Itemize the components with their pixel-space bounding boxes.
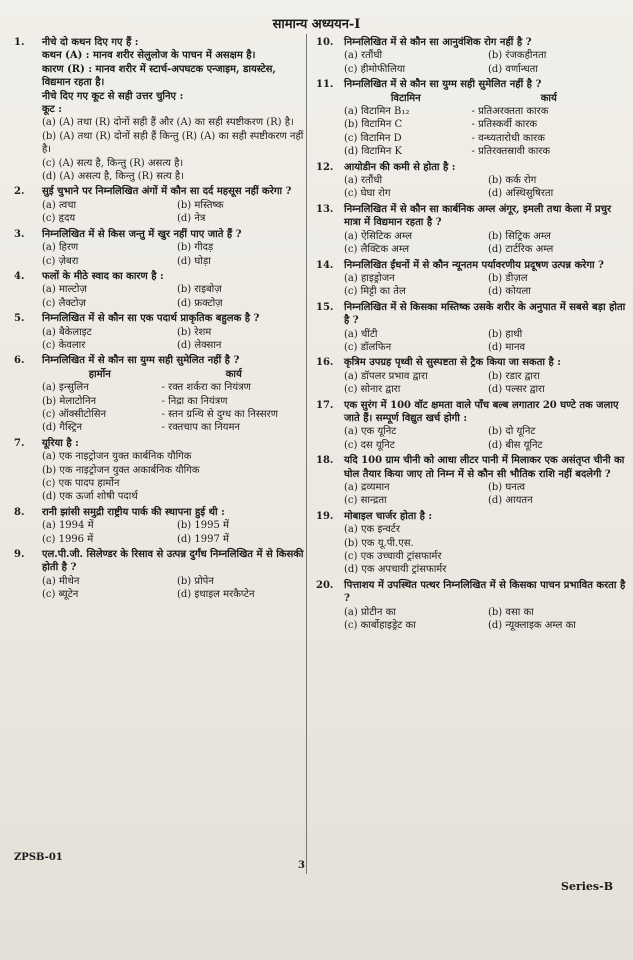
question-text: नीचे दिए गए कूट से सही उत्तर चुनिए : bbox=[42, 90, 184, 102]
question-body bbox=[42, 548, 306, 602]
options-grid bbox=[344, 174, 626, 201]
question-body bbox=[42, 312, 306, 352]
option: (a) हिरण bbox=[42, 242, 79, 254]
question-number: 19. bbox=[316, 510, 334, 522]
option: (c) मिट्टी का तेल bbox=[344, 286, 406, 298]
option: (d) न्यूक्लाइक अम्ल का bbox=[488, 620, 576, 632]
option: (d) (A) असत्य है, किन्तु (R) सत्य है। bbox=[42, 171, 185, 183]
question-body bbox=[344, 161, 626, 201]
options-grid bbox=[344, 425, 626, 452]
question-body bbox=[42, 36, 306, 183]
question-text: कूट : bbox=[42, 104, 62, 116]
question-body bbox=[344, 203, 626, 257]
question-item bbox=[312, 399, 626, 453]
left-column bbox=[10, 36, 306, 604]
options-list bbox=[344, 523, 626, 577]
question-item bbox=[312, 301, 626, 355]
question-body bbox=[344, 579, 626, 633]
question-number: 3. bbox=[14, 228, 25, 240]
question-number: 20. bbox=[316, 579, 334, 591]
question-number: 7. bbox=[14, 437, 25, 449]
question-text: एल.पी.जी. सिलेण्डर के रिसाव से उत्पन्न दुर्गंध निम्नलिखित में से किसकी होती है ? bbox=[42, 549, 304, 574]
question-number: 2. bbox=[14, 186, 25, 198]
option: (b) वसा का bbox=[488, 606, 534, 618]
match-value: - प्रतिरक्तस्रावी कारक bbox=[471, 146, 551, 158]
option: (a) एक नाइट्रोजन युक्त कार्बनिक यौगिक bbox=[42, 451, 192, 463]
option: (c) सान्द्रता bbox=[344, 495, 387, 507]
question-text: एक सुरंग में 100 वॉट क्षमता वाले पाँच बल्ब लगातार 20 घण्टे तक जलाए जाते हैं। सम्पूर्ण विद्युत खर्च होगी : bbox=[344, 399, 619, 424]
match-item: (b) मेलाटोनिन bbox=[42, 395, 97, 407]
options-grid bbox=[42, 241, 306, 268]
option: (c) घेघा रोग bbox=[344, 188, 391, 200]
question-number: 13. bbox=[316, 203, 334, 215]
option: (b) (A) तथा (R) दोनों सही हैं किन्तु (R) (A) का सही स्पष्टीकरण नहीं है। bbox=[42, 130, 304, 156]
question-item bbox=[10, 548, 306, 602]
option: (b) प्रोपेन bbox=[177, 575, 214, 587]
options-list bbox=[42, 450, 306, 504]
option: (b) राइबोज़ bbox=[177, 284, 222, 296]
question-item bbox=[10, 354, 306, 434]
match-table bbox=[42, 368, 306, 435]
option: (c) (A) सत्य है, किन्तु (R) असत्य है। bbox=[42, 157, 184, 169]
question-text: यदि 100 ग्राम चीनी को आधा लीटर पानी में मिलाकर एक असंतृप्त चीनी का घोल तैयार किया जाए तो निम्न में से कौन सी भौतिक राशि नहीं बदलेगी ? bbox=[344, 455, 625, 480]
question-text: निम्नलिखित में से कौन सा कार्बनिक अम्ल अंगूर, इमली तथा केला में प्रचुर मात्रा में विद्यमान रहता है ? bbox=[344, 203, 612, 229]
match-value: - वन्ध्यतारोधी कारक bbox=[471, 132, 545, 144]
option: (b) रडार द्वारा bbox=[488, 370, 540, 382]
question-text: कथन (A) : मानव शरीर सेलुलोज के पाचन में असक्षम है। bbox=[42, 50, 256, 62]
option: (d) घोड़ा bbox=[177, 255, 211, 267]
option: (c) हृदय bbox=[42, 213, 76, 225]
question-item bbox=[10, 312, 306, 352]
option: (a) डॉपलर प्रभाव द्वारा bbox=[344, 370, 428, 382]
question-body bbox=[344, 356, 626, 396]
option: (c) डॉलफिन bbox=[344, 341, 392, 353]
option: (c) दस यूनिट bbox=[344, 439, 395, 451]
option: (c) लैक्टोज़ bbox=[42, 297, 86, 309]
series-label: Series-B bbox=[561, 880, 613, 893]
question-item bbox=[312, 259, 626, 299]
match-value: - रक्त शर्करा का नियंत्रण bbox=[161, 382, 251, 394]
question-number: 5. bbox=[14, 313, 25, 325]
option: (c) केवलार bbox=[42, 339, 86, 351]
option: (d) एक अपचायी ट्रांसफार्मर bbox=[344, 564, 447, 576]
option: (a) एक यूनिट bbox=[344, 426, 397, 438]
option: (a) (A) तथा (R) दोनों सही हैं और (A) का सही स्पष्टीकरण (R) है। bbox=[42, 117, 294, 129]
page-number: 3 bbox=[298, 860, 305, 871]
options-grid bbox=[344, 370, 626, 397]
column-divider bbox=[306, 34, 307, 874]
option: (a) हाइड्रोजन bbox=[344, 272, 395, 284]
options-list bbox=[42, 116, 306, 183]
option: (a) बैकेलाइट bbox=[42, 326, 92, 338]
option: (d) वर्णान्धता bbox=[488, 63, 538, 75]
question-text: कृत्रिम उपग्रह पृथ्वी से सुस्पष्टता से ट्रैक किया जा सकता है : bbox=[344, 357, 561, 369]
option: (c) ब्यूटेन bbox=[42, 589, 79, 601]
options-grid bbox=[344, 328, 626, 355]
question-number: 4. bbox=[14, 270, 25, 282]
question-item bbox=[312, 78, 626, 158]
option: (a) द्रव्यमान bbox=[344, 482, 390, 493]
match-value: - प्रतिस्कर्वी कारक bbox=[471, 119, 538, 131]
option: (a) एक इन्वर्टर bbox=[344, 524, 400, 536]
option: (d) नेत्र bbox=[177, 213, 206, 225]
option: (a) 1994 में bbox=[42, 520, 94, 532]
option: (a) रतौंधी bbox=[344, 175, 383, 187]
option: (c) हीमोफीलिया bbox=[344, 63, 406, 75]
question-number: 18. bbox=[316, 455, 334, 467]
option: (b) कर्क रोग bbox=[488, 175, 537, 187]
options-grid bbox=[42, 519, 306, 546]
option: (b) मस्तिष्क bbox=[177, 199, 224, 211]
question-item bbox=[10, 228, 306, 268]
question-number: 10. bbox=[316, 37, 334, 48]
option: (a) चींटी bbox=[344, 328, 378, 340]
option: (b) एक यू.पी.एस. bbox=[344, 537, 414, 549]
match-value: - निद्रा का नियंत्रण bbox=[161, 395, 228, 407]
option: (c) सोनार द्वारा bbox=[344, 384, 401, 396]
options-grid bbox=[344, 49, 626, 76]
options-grid bbox=[42, 199, 306, 226]
option: (a) त्वचा bbox=[42, 199, 77, 211]
question-item bbox=[312, 579, 626, 633]
option: (a) माल्टोज़ bbox=[42, 284, 87, 296]
option: (b) एक नाइट्रोजन युक्त अकार्बनिक यौगिक bbox=[42, 464, 200, 476]
question-text: निम्नलिखित में से किसका मस्तिष्क उसके शरीर के अनुपात में सबसे बड़ा होता है ? bbox=[344, 301, 626, 327]
question-number: 17. bbox=[316, 399, 334, 411]
question-text: निम्नलिखित ईंधनों में से कौन न्यूनतम पर्यावरणीय प्रदूषण उत्पन्न करेगा ? bbox=[344, 259, 604, 271]
match-table bbox=[344, 92, 626, 159]
question-body bbox=[344, 36, 626, 76]
option: (d) 1997 में bbox=[177, 533, 229, 545]
question-number: 14. bbox=[316, 259, 334, 271]
option: (b) 1995 में bbox=[177, 520, 229, 532]
option: (b) घनत्व bbox=[488, 482, 526, 493]
question-text: फलों के मीठे स्वाद का कारण है : bbox=[42, 270, 164, 282]
question-item bbox=[312, 454, 626, 508]
question-body bbox=[344, 454, 626, 508]
match-item: (d) विटामिन K bbox=[344, 146, 402, 158]
option: (a) मीथेन bbox=[42, 575, 80, 587]
match-value: - प्रतिअरक्तता कारक bbox=[471, 106, 549, 118]
question-item bbox=[10, 185, 306, 225]
option: (c) लैक्टिक अम्ल bbox=[344, 244, 410, 256]
question-body bbox=[42, 185, 306, 225]
question-body bbox=[42, 354, 306, 434]
question-item bbox=[10, 270, 306, 310]
question-number: 8. bbox=[14, 506, 25, 518]
question-body bbox=[344, 78, 626, 158]
question-body bbox=[42, 506, 306, 546]
options-grid bbox=[344, 272, 626, 299]
option: (c) कार्बोहाइड्रेट का bbox=[344, 620, 416, 632]
question-text: मोबाइल चार्जर होता है : bbox=[344, 510, 433, 522]
paper-code: ZPSB-01 bbox=[14, 852, 63, 863]
option: (d) मानव bbox=[488, 341, 526, 353]
match-value: - स्तन ग्रन्थि से दुग्ध का निस्सरण bbox=[161, 408, 278, 420]
question-text: निम्नलिखित में से किस जन्तु में खुर नहीं पाए जाते हैं ? bbox=[42, 228, 242, 240]
question-body bbox=[344, 510, 626, 577]
question-text: सुई चुभाने पर निम्नलिखित अंगों में कौन सा दर्द महसूस नहीं करेगा ? bbox=[42, 186, 292, 198]
option: (b) हाथी bbox=[488, 328, 523, 340]
options-grid bbox=[42, 283, 306, 310]
match-item: (a) इन्सुलिन bbox=[42, 382, 89, 394]
option: (d) अस्थिसुषिरता bbox=[488, 188, 554, 200]
question-body bbox=[42, 270, 306, 310]
match-value: - रक्तचाप का नियमन bbox=[161, 422, 240, 434]
question-number: 15. bbox=[316, 301, 334, 313]
question-item bbox=[10, 36, 306, 183]
question-text: निम्नलिखित में से कौन सा युग्म सही सुमेलित नहीं है ? bbox=[344, 79, 542, 91]
question-item bbox=[312, 161, 626, 201]
question-number: 6. bbox=[14, 355, 25, 367]
question-text: कारण (R) : मानव शरीर में स्टार्च-अपघटक एन्जाइम, डायस्टेस, विद्यमान रहता है। bbox=[42, 63, 276, 89]
question-text: निम्नलिखित में से कौन सा एक पदार्थ प्राकृतिक बहुलक है ? bbox=[42, 313, 260, 325]
question-body bbox=[344, 301, 626, 355]
match-item: (d) गैस्ट्रिन bbox=[42, 422, 83, 434]
question-item bbox=[312, 203, 626, 257]
question-item bbox=[10, 437, 306, 504]
option: (b) रंजकहीनता bbox=[488, 50, 547, 62]
option: (d) इथाइल मरकैप्टेन bbox=[177, 589, 255, 601]
match-item: (c) ऑक्सीटोसिन bbox=[42, 408, 107, 420]
question-text: नीचे दो कथन दिए गए हैं : bbox=[42, 37, 139, 48]
question-number: 1. bbox=[14, 37, 25, 48]
question-number: 11. bbox=[316, 79, 334, 91]
options-grid bbox=[344, 606, 626, 633]
question-body bbox=[344, 259, 626, 299]
match-item: (b) विटामिन C bbox=[344, 119, 403, 131]
options-grid bbox=[344, 230, 626, 257]
question-body bbox=[344, 399, 626, 453]
page-title: सामान्य अध्ययन-I bbox=[272, 17, 361, 32]
option: (d) लेक्सान bbox=[177, 339, 222, 351]
question-number: 16. bbox=[316, 357, 334, 369]
option: (d) पल्सर द्वारा bbox=[488, 384, 545, 396]
match-item: (c) विटामिन D bbox=[344, 132, 402, 144]
question-body bbox=[42, 437, 306, 504]
question-text: यूरिया है : bbox=[42, 437, 79, 449]
option: (b) दो यूनिट bbox=[488, 426, 536, 438]
option: (b) रेशम bbox=[177, 326, 212, 338]
option: (b) सिट्रिक अम्ल bbox=[488, 230, 551, 242]
option: (d) बीस यूनिट bbox=[488, 439, 543, 451]
options-grid bbox=[344, 481, 626, 508]
option: (d) कोयला bbox=[488, 286, 531, 298]
right-column bbox=[312, 36, 626, 634]
option: (b) डीज़ल bbox=[488, 272, 528, 284]
question-text: निम्नलिखित में से कौन सा युग्म सही सुमेलित नहीं है ? bbox=[42, 355, 240, 367]
option: (a) रतौंधी bbox=[344, 50, 383, 62]
option: (d) टार्टरिक अम्ल bbox=[488, 244, 554, 256]
question-item bbox=[10, 506, 306, 546]
question-body bbox=[42, 228, 306, 268]
match-header-right: कार्य bbox=[225, 368, 242, 380]
option: (a) ऐसिटिक अम्ल bbox=[344, 230, 413, 242]
option: (d) एक ऊर्जा शोषी पदार्थ bbox=[42, 491, 138, 503]
question-number: 9. bbox=[14, 549, 25, 561]
option: (d) आयतन bbox=[488, 495, 533, 507]
options-grid bbox=[42, 575, 306, 602]
option: (c) 1996 में bbox=[42, 533, 94, 545]
option: (b) गीदड़ bbox=[177, 242, 214, 254]
question-item bbox=[312, 510, 626, 577]
match-header-right: कार्य bbox=[540, 92, 557, 104]
options-grid bbox=[42, 326, 306, 353]
option: (c) एक पादप हार्मोन bbox=[42, 478, 120, 489]
match-header-left: विटामिन bbox=[390, 92, 421, 104]
question-text: पित्ताशय में उपस्थित पत्थर निम्नलिखित में से किसका पाचन प्रभावित करता है ? bbox=[344, 579, 626, 605]
option: (c) ज़ेबरा bbox=[42, 255, 79, 267]
question-item bbox=[312, 356, 626, 396]
question-text: निम्नलिखित में से कौन सा आनुवंशिक रोग नहीं है ? bbox=[344, 37, 532, 48]
match-item: (a) विटामिन B₁₂ bbox=[344, 106, 410, 118]
question-text: रानी झांसी समुद्री राष्ट्रीय पार्क की स्थापना हुई थी : bbox=[42, 506, 225, 518]
option: (c) एक उच्चायी ट्रांसफार्मर bbox=[344, 551, 442, 563]
option: (a) प्रोटीन का bbox=[344, 606, 396, 618]
question-text: आयोडीन की कमी से होता है : bbox=[344, 161, 456, 173]
match-header-left: हार्मोन bbox=[88, 368, 111, 380]
question-item bbox=[312, 36, 626, 76]
option: (d) फ्रक्टोज़ bbox=[177, 297, 223, 309]
question-number: 12. bbox=[316, 161, 334, 173]
